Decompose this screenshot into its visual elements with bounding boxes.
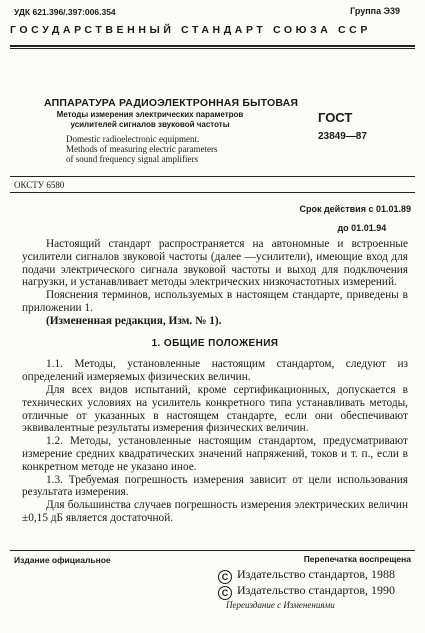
gost-label: ГОСТ	[318, 110, 353, 125]
paragraph: Для большинства случаев погрешность измерения электрических величин ±0,15 дБ является достаточной.	[22, 499, 408, 524]
english-title-line: Domestic radioelectronic equipment.	[66, 134, 200, 144]
amendment-note: (Измененная редакция, Изм. № 1).	[46, 314, 222, 327]
divider	[10, 192, 415, 193]
english-title	[66, 134, 256, 164]
udk-code: УДК 621.396/.397:006.354	[14, 7, 116, 17]
copyright-line	[218, 567, 395, 584]
document-subtitle	[55, 110, 245, 130]
divider	[10, 176, 415, 177]
paragraph: 1.3. Требуемая погрешность измерения зависит от цели использования результата измерения.	[22, 473, 408, 499]
copyright-icon: C	[218, 570, 232, 584]
validity-from: Срок действия с 01.01.89	[299, 204, 411, 214]
copyright-text: Издательство стандартов, 1990	[237, 583, 395, 597]
copyright-text: Издательство стандартов, 1988	[237, 567, 395, 581]
validity-period	[299, 200, 411, 238]
paragraph: Настоящий стандарт распространяется на автономные и встроенные усилители сигналов звуковой частоты (далее —усилители), имеющие вход для подачи электрического сигнала звуковой частоты и выход для подключения нагрузки, и устанавливает методы электрических низкочастотных измерений.	[22, 238, 408, 289]
document-body	[22, 238, 408, 525]
reprint-notice: Перепечатка воспрещена	[303, 554, 411, 564]
section-heading: 1. ОБЩИЕ ПОЛОЖЕНИЯ	[151, 337, 279, 349]
copyright-line	[218, 583, 395, 600]
group-code: Группа Э39	[350, 6, 400, 16]
divider	[10, 550, 415, 551]
paragraph: Пояснения терминов, используемых в настоящем стандарте, приведены в приложении 1.	[22, 289, 408, 314]
paragraph: Для всех видов испытаний, кроме сертификационных, допускается в технических условиях на усилитель конкретного типа устанавливать методы, отличные от указанных в настоящем стандарте, если они обеспечивают эквивалентные результаты измерения физических величин.	[22, 383, 408, 435]
english-title-line: Methods of measuring electric parameters	[66, 144, 218, 154]
gost-number: 23849—87	[318, 131, 367, 142]
state-standard-heading: ГОСУДАРСТВЕННЫЙ СТАНДАРТ СОЮЗА ССР	[10, 24, 371, 36]
divider	[10, 48, 415, 49]
reissue-note: Переиздание с Изменениями	[226, 600, 335, 610]
divider	[10, 45, 415, 47]
okstu-code: ОКСТУ 6580	[14, 180, 65, 190]
copyright-icon: C	[218, 586, 232, 600]
document-title: АППАРАТУРА РАДИОЭЛЕКТРОННАЯ БЫТОВАЯ	[44, 97, 299, 109]
paragraph: 1.1. Методы, установленные настоящим стандартом, следуют из определений измеряемых физических величин.	[22, 358, 408, 384]
validity-to: до 01.01.94	[337, 223, 387, 233]
subtitle-line: усилителей сигналов звуковой частоты	[70, 120, 230, 129]
subtitle-line: Методы измерения электрических параметров	[56, 110, 244, 119]
english-title-line: of sound frequency signal amplifiers	[66, 154, 198, 164]
paragraph: 1.2. Методы, установленные настоящим стандартом, предусматривают измерение средних квадратических значений напряжений, токов и т. п., если в конкретном методе не указано иное.	[22, 435, 408, 473]
official-edition-label: Издание официальное	[14, 555, 111, 565]
